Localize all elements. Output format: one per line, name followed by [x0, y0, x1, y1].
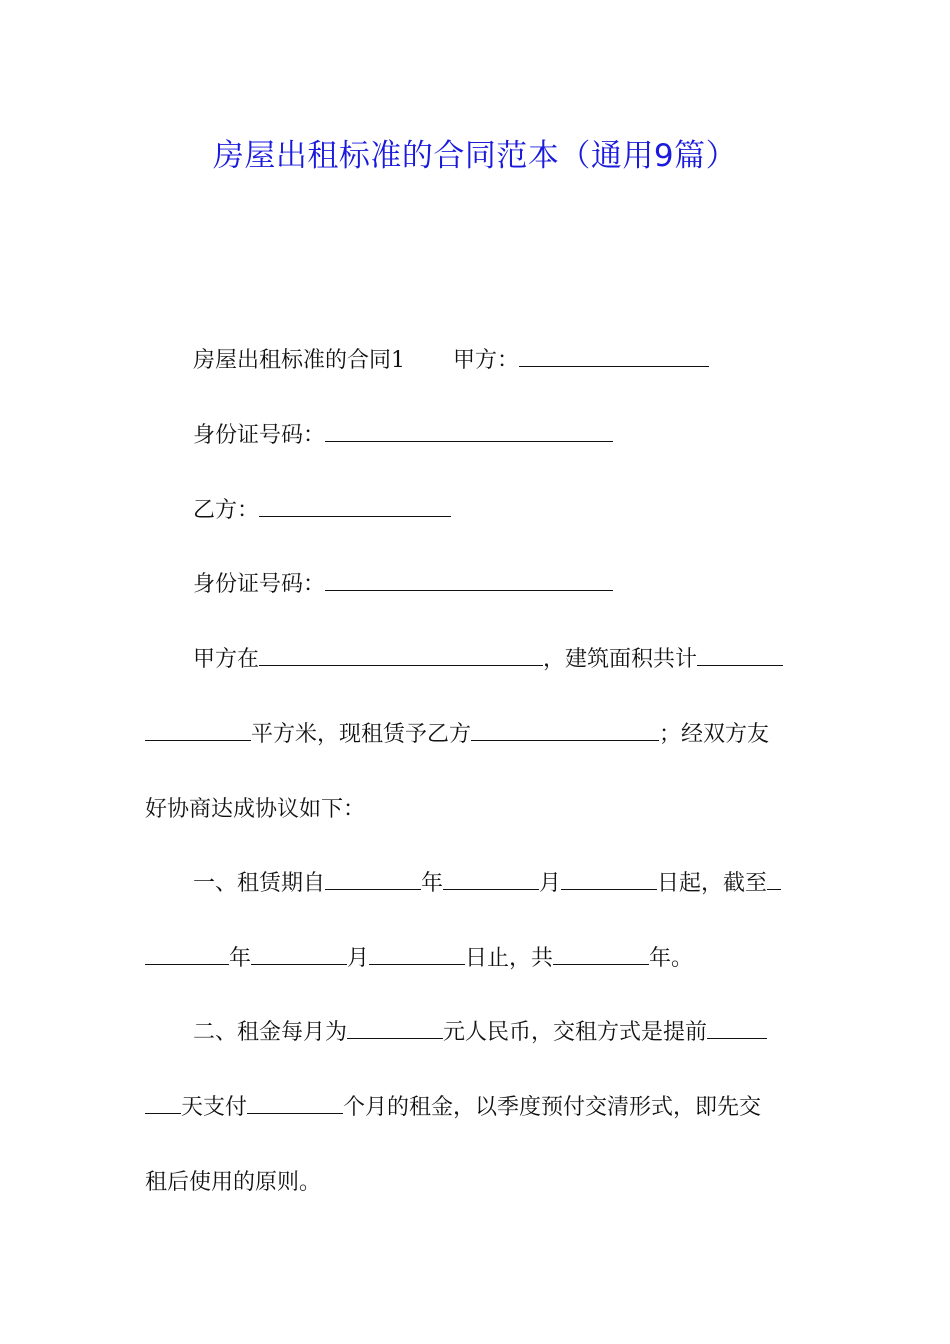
- end-year-blank: [767, 869, 781, 890]
- text-segment: 月: [347, 946, 370, 971]
- start-day-blank: [561, 869, 657, 890]
- clause-1-line: [193, 869, 810, 899]
- text-segment: 日止，共: [465, 946, 554, 971]
- text-segment: 好协商达成协议如下：: [145, 797, 366, 822]
- end-day-blank: [369, 944, 465, 965]
- text-segment: 月: [539, 871, 562, 896]
- text-segment: 个月的租金，以季度预付交清形式，即先交: [343, 1095, 762, 1120]
- text-segment: 年: [229, 946, 252, 971]
- document-title: 房屋出租标准的合同范本（通用9篇）: [212, 138, 738, 174]
- party-a-label: 甲方：: [453, 348, 520, 373]
- clause-1-cont-line: [145, 944, 810, 974]
- party-b-blank: [259, 496, 451, 517]
- clause-2-cont-line: [145, 1093, 810, 1123]
- text-segment: 元人民币，交租方式是提前: [443, 1020, 708, 1045]
- paragraph-line: [193, 645, 810, 675]
- area-blank: [697, 645, 783, 666]
- text-segment: 一、租赁期自: [193, 871, 326, 896]
- text-segment: 平方米，现租赁予乙方: [251, 722, 472, 747]
- text-segment: 二、租金每月为: [193, 1020, 348, 1045]
- text-segment: 租后使用的原则。: [145, 1170, 322, 1195]
- paragraph-line: [145, 795, 810, 825]
- party-a-blank: [519, 346, 709, 367]
- text-segment: 年。: [649, 946, 694, 971]
- lessee-blank: [471, 720, 659, 741]
- text-segment: 年: [421, 871, 444, 896]
- months-blank: [247, 1093, 343, 1114]
- paragraph-line: [145, 720, 810, 750]
- text-segment: ；经双方友: [659, 722, 770, 747]
- party-a-id-label: 身份证号码：: [193, 423, 326, 448]
- text-segment: 天支付: [181, 1095, 248, 1120]
- area-blank-cont: [145, 720, 251, 741]
- advance-days-blank-cont: [145, 1093, 181, 1114]
- party-b-id-line: [193, 570, 810, 600]
- end-month-blank: [251, 944, 347, 965]
- party-a-id-line: [193, 421, 810, 451]
- party-b-line: [193, 496, 810, 526]
- contract-heading: 房屋出租标准的合同1: [193, 348, 405, 373]
- contract-heading-line: [193, 346, 810, 376]
- rent-amount-blank: [347, 1018, 443, 1039]
- party-b-label: 乙方：: [193, 498, 260, 523]
- party-b-id-label: 身份证号码：: [193, 572, 326, 597]
- text-segment: 日起，截至: [657, 871, 768, 896]
- start-year-blank: [325, 869, 421, 890]
- end-year-blank-cont: [145, 944, 229, 965]
- clause-2-end-line: [145, 1168, 810, 1198]
- text-segment: ，建筑面积共计: [543, 647, 698, 672]
- advance-days-blank: [707, 1018, 767, 1039]
- party-a-id-blank: [325, 421, 613, 442]
- address-blank: [259, 645, 543, 666]
- term-years-blank: [553, 944, 649, 965]
- clause-2-line: [193, 1018, 810, 1048]
- start-month-blank: [443, 869, 539, 890]
- party-b-id-blank: [325, 570, 613, 591]
- text-segment: 甲方在: [193, 647, 260, 672]
